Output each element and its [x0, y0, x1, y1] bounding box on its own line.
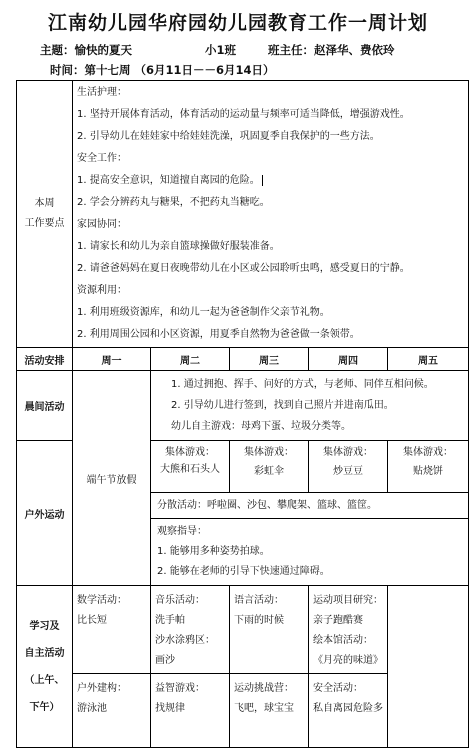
activity-item: 洗手帕 — [155, 615, 185, 626]
text-cursor — [262, 175, 263, 186]
outdoor-group-wed — [230, 441, 309, 493]
activity-title: 益智游戏： — [155, 683, 205, 694]
study-thu-2 — [230, 674, 309, 748]
study-wed-1 — [151, 586, 230, 674]
activity-item: 游泳池 — [77, 703, 107, 714]
group-game-label: 集体游戏： — [403, 447, 453, 458]
outdoor-label: 户外运动 — [17, 441, 73, 586]
activity-title: 运动挑战营： — [234, 683, 294, 694]
work-line-text: 1. 提高安全意识，知道擅自离园的危险。 — [77, 175, 260, 186]
class-label: 小1班 — [205, 43, 237, 57]
work-line: 2. 引导幼儿在娃娃家中给娃娃洗澡，巩固夏季自我保护的一些方法。 — [77, 131, 380, 142]
group-game-item: 炒豆豆 — [333, 466, 363, 477]
day-header-tue: 周二 — [151, 348, 230, 371]
activity-title: 运动项目研究： — [313, 595, 383, 606]
morning-line: 2. 引导幼儿进行签到，找到自己照片并进南瓜田。 — [171, 400, 394, 411]
activity-item: 私自离园危险多 — [313, 703, 383, 714]
monday-holiday: 端午节放假 — [73, 371, 151, 586]
outdoor-scatter: 分散活动：呼啦圈、沙包、攀爬架、篮球、篮筐。 — [151, 493, 469, 519]
work-line: 2. 利用周围公园和小区资源，用夏季自然物为爸爸做一条领带。 — [77, 329, 360, 340]
activity-title: 绘本馆活动： — [313, 635, 373, 646]
day-header-wed: 周三 — [230, 348, 309, 371]
outdoor-group-thu — [309, 441, 388, 493]
activity-item: 亲子跑酷赛 — [313, 615, 363, 626]
teachers-label: 班主任：赵泽华、费依玲 — [268, 43, 395, 57]
work-label-line2: 工作要点 — [24, 218, 65, 229]
study-label-line: 下午） — [29, 701, 60, 713]
page-title: 江南幼儿园华府园幼儿园教育工作一周计划 — [47, 12, 428, 34]
activity-title: 数学活动： — [77, 595, 127, 606]
outdoor-observe — [151, 519, 469, 586]
morning-row — [17, 371, 469, 441]
study-tue-2 — [73, 674, 151, 748]
work-line: 安全工作： — [77, 153, 127, 164]
morning-line: 幼儿自主游戏：母鸡下蛋、垃圾分类等。 — [171, 421, 351, 432]
outdoor-group-fri — [388, 441, 469, 493]
work-points-label — [17, 81, 73, 348]
work-points-row — [17, 81, 469, 348]
work-line: 生活护理： — [77, 87, 127, 98]
activity-title: 户外建构： — [77, 683, 127, 694]
activity-item: 比长短 — [77, 615, 107, 626]
work-line: 资源利用： — [77, 285, 127, 296]
study-row-1 — [17, 586, 469, 674]
observe-line: 1. 能够用多种姿势拍球。 — [157, 546, 270, 557]
study-wed-2 — [151, 674, 230, 748]
work-points-content — [73, 81, 469, 348]
group-game-item: 彩虹伞 — [254, 466, 284, 477]
work-line-with-cursor[interactable] — [73, 170, 468, 192]
study-row-2 — [17, 674, 469, 748]
morning-label: 晨间活动 — [17, 371, 73, 441]
study-label-line: 自主活动 — [24, 647, 65, 659]
study-thu-1 — [230, 586, 309, 674]
activity-item: 画沙 — [155, 655, 175, 666]
activity-item: 找规律 — [155, 703, 185, 714]
study-label-line: （上午、 — [24, 674, 65, 686]
work-line: 2. 请爸爸妈妈在夏日夜晚带幼儿在小区或公园聆听虫鸣，感受夏日的宁静。 — [77, 263, 410, 274]
weekly-plan-table — [16, 80, 469, 748]
work-line: 2. 学会分辨药丸与糖果，不把药丸当糖吃。 — [77, 197, 270, 208]
week-label: 时间：第十七周 （6月11日－－6月14日） — [50, 63, 275, 77]
day-header-mon: 周一 — [73, 348, 151, 371]
schedule-col-label: 活动安排 — [17, 348, 73, 371]
work-label-line1: 本周 — [34, 198, 55, 209]
group-game-label: 集体游戏： — [323, 447, 373, 458]
activity-title: 音乐活动： — [155, 595, 205, 606]
observe-line: 2. 能够在老师的引导下快速通过障碍。 — [157, 566, 330, 577]
work-line: 1. 坚持开展体育活动，体育活动的运动量与频率可适当降低，增强游戏性。 — [77, 109, 410, 120]
study-fri-1 — [309, 586, 388, 674]
morning-content — [151, 371, 469, 441]
study-label — [17, 586, 73, 748]
morning-line: 1. 通过拥抱、挥手、问好的方式，与老师、同伴互相问候。 — [171, 379, 434, 390]
study-tue-1 — [73, 586, 151, 674]
observe-line: 观察指导： — [157, 526, 207, 537]
group-game-label: 集体游戏： — [165, 447, 215, 458]
work-line: 家园协同： — [77, 219, 127, 230]
group-game-label: 集体游戏： — [244, 447, 294, 458]
activity-title: 语言活动： — [234, 595, 284, 606]
day-header-thu: 周四 — [309, 348, 388, 371]
study-fri-2 — [309, 674, 388, 748]
group-game-item: 贴烧饼 — [413, 466, 443, 477]
work-line: 1. 请家长和幼儿为亲自篮球操做好服装准备。 — [77, 241, 280, 252]
work-line: 1. 利用班级资源库，和幼儿一起为爸爸制作父亲节礼物。 — [77, 307, 330, 318]
activity-item: 飞吧，球宝宝 — [234, 703, 294, 714]
day-header-fri: 周五 — [388, 348, 469, 371]
activity-title: 沙水涂鸦区： — [155, 635, 215, 646]
study-label-line: 学习及 — [29, 620, 60, 632]
activity-item: 下雨的时候 — [234, 615, 284, 626]
activity-item: 《月亮的味道》 — [313, 655, 383, 666]
activity-title: 安全活动： — [313, 683, 363, 694]
outdoor-group-tue — [151, 441, 230, 493]
theme-label: 主题：愉快的夏天 — [40, 43, 132, 57]
group-game-item: 大熊和石头人 — [160, 464, 220, 475]
schedule-header-row — [17, 348, 469, 371]
